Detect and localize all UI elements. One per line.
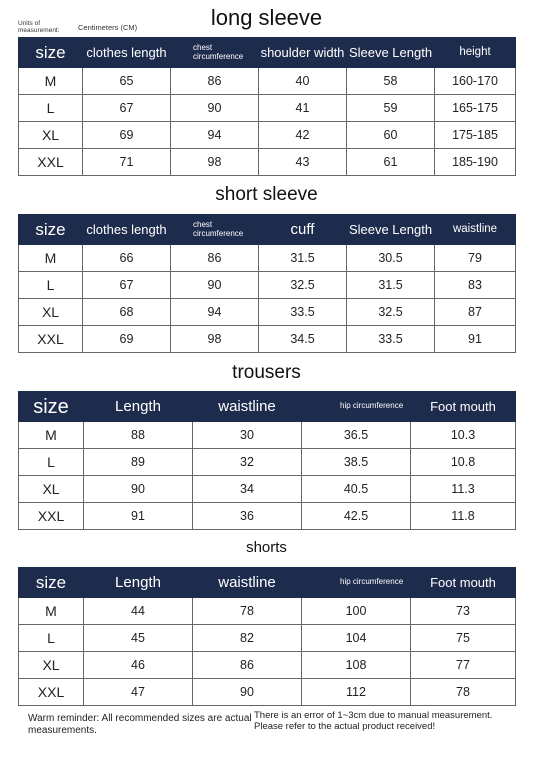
- table-cell: 108: [302, 652, 411, 679]
- table-row: [19, 299, 516, 326]
- header-cell: size: [19, 568, 84, 598]
- table-cell: 112: [302, 679, 411, 706]
- header-cell: waistline: [193, 392, 302, 422]
- header-cell: shoulder width: [259, 38, 347, 68]
- table-cell: 86: [171, 68, 259, 95]
- table-cell: 79: [435, 245, 516, 272]
- header-cell: Sleeve Length: [347, 38, 435, 68]
- table-cell: 10.3: [411, 422, 516, 449]
- table-cell: 73: [411, 598, 516, 625]
- table-cell: 175-185: [435, 122, 516, 149]
- table-row: [19, 272, 516, 299]
- header-cell: size: [19, 38, 83, 68]
- table-cell: 47: [84, 679, 193, 706]
- table-row: [19, 68, 516, 95]
- table-cell: 58: [347, 68, 435, 95]
- header-cell: size: [19, 392, 84, 422]
- table-cell: 61: [347, 149, 435, 176]
- header-cell: waistline: [435, 215, 516, 245]
- table-row: [19, 422, 516, 449]
- table-cell: 78: [411, 679, 516, 706]
- header-cell: Sleeve Length: [347, 215, 435, 245]
- trousers-table: [18, 391, 516, 530]
- table-cell: 11.8: [411, 503, 516, 530]
- table-cell: M: [19, 68, 83, 95]
- table-cell: 34.5: [259, 326, 347, 353]
- table-cell: L: [19, 625, 84, 652]
- table-cell: 71: [83, 149, 171, 176]
- table-cell: 69: [83, 326, 171, 353]
- table-cell: XL: [19, 122, 83, 149]
- table-row: [19, 245, 516, 272]
- table-header-row: [19, 215, 516, 245]
- units-value: Centimeters (CM): [78, 23, 138, 32]
- table-cell: 88: [84, 422, 193, 449]
- table-cell: 33.5: [259, 299, 347, 326]
- table-cell: 44: [84, 598, 193, 625]
- trousers-title: trousers: [232, 362, 301, 383]
- table-cell: XXL: [19, 326, 83, 353]
- table-cell: 41: [259, 95, 347, 122]
- table-cell: 91: [84, 503, 193, 530]
- table-cell: M: [19, 245, 83, 272]
- table-header-row: [19, 38, 516, 68]
- table-cell: XL: [19, 476, 84, 503]
- table-cell: 34: [193, 476, 302, 503]
- table-row: [19, 326, 516, 353]
- header-cell: Length: [84, 392, 193, 422]
- table-cell: 45: [84, 625, 193, 652]
- table-cell: 94: [171, 299, 259, 326]
- units-label: Units of measurement:: [18, 20, 60, 34]
- table-cell: 38.5: [302, 449, 411, 476]
- table-row: [19, 598, 516, 625]
- table-cell: 36.5: [302, 422, 411, 449]
- header-cell: height: [435, 38, 516, 68]
- table-row: [19, 503, 516, 530]
- long-sleeve-table: [18, 37, 516, 176]
- table-cell: 30.5: [347, 245, 435, 272]
- table-cell: 90: [171, 272, 259, 299]
- header-cell: clothes length: [83, 215, 171, 245]
- table-cell: 90: [84, 476, 193, 503]
- table-cell: 30: [193, 422, 302, 449]
- header-cell: cuff: [259, 215, 347, 245]
- table-cell: XXL: [19, 503, 84, 530]
- table-cell: 32: [193, 449, 302, 476]
- header-cell: waistline: [193, 568, 302, 598]
- table-row: [19, 476, 516, 503]
- table-cell: 32.5: [259, 272, 347, 299]
- table-header-row: [19, 392, 516, 422]
- table-cell: 31.5: [347, 272, 435, 299]
- short-sleeve-table: [18, 214, 516, 353]
- table-cell: 185-190: [435, 149, 516, 176]
- table-cell: 100: [302, 598, 411, 625]
- table-cell: 78: [193, 598, 302, 625]
- shorts-table: [18, 567, 516, 706]
- table-cell: 69: [83, 122, 171, 149]
- table-cell: 75: [411, 625, 516, 652]
- table-cell: 82: [193, 625, 302, 652]
- table-cell: XL: [19, 652, 84, 679]
- table-cell: L: [19, 272, 83, 299]
- table-row: [19, 122, 516, 149]
- header-cell: Foot mouth: [411, 568, 516, 598]
- table-row: [19, 149, 516, 176]
- header-cell: hip circumference: [302, 392, 411, 422]
- table-row: [19, 679, 516, 706]
- table-cell: 90: [171, 95, 259, 122]
- table-cell: 60: [347, 122, 435, 149]
- table-cell: 90: [193, 679, 302, 706]
- table-row: [19, 652, 516, 679]
- table-cell: 31.5: [259, 245, 347, 272]
- shorts-title: shorts: [246, 539, 287, 556]
- table-cell: 36: [193, 503, 302, 530]
- table-cell: 42.5: [302, 503, 411, 530]
- table-cell: 43: [259, 149, 347, 176]
- table-row: [19, 95, 516, 122]
- table-cell: 104: [302, 625, 411, 652]
- table-cell: 40: [259, 68, 347, 95]
- table-cell: 40.5: [302, 476, 411, 503]
- table-cell: 77: [411, 652, 516, 679]
- table-cell: M: [19, 422, 84, 449]
- long-sleeve-title: long sleeve: [210, 5, 323, 30]
- table-cell: 46: [84, 652, 193, 679]
- table-cell: 68: [83, 299, 171, 326]
- header-cell: clothes length: [83, 38, 171, 68]
- table-cell: 59: [347, 95, 435, 122]
- table-row: [19, 449, 516, 476]
- table-cell: XXL: [19, 149, 83, 176]
- table-header-row: [19, 568, 516, 598]
- table-cell: 67: [83, 272, 171, 299]
- short-sleeve-title: short sleeve: [215, 184, 318, 205]
- header-cell: chest circumference: [171, 38, 259, 68]
- warm-reminder-note: Warm reminder: All recommended sizes are actual measurements.: [28, 713, 252, 736]
- table-cell: 32.5: [347, 299, 435, 326]
- table-cell: 67: [83, 95, 171, 122]
- header-cell: chest circumference: [171, 215, 259, 245]
- table-cell: XXL: [19, 679, 84, 706]
- header-cell: hip circumference: [302, 568, 411, 598]
- header-cell: Foot mouth: [411, 392, 516, 422]
- error-note: There is an error of 1~3cm due to manual measurement. Please refer to the actual product received!: [254, 710, 493, 732]
- table-cell: 89: [84, 449, 193, 476]
- table-cell: 160-170: [435, 68, 516, 95]
- table-cell: 83: [435, 272, 516, 299]
- table-cell: L: [19, 95, 83, 122]
- table-cell: 98: [171, 326, 259, 353]
- table-cell: 11.3: [411, 476, 516, 503]
- table-cell: 10.8: [411, 449, 516, 476]
- table-cell: 94: [171, 122, 259, 149]
- table-cell: 98: [171, 149, 259, 176]
- table-cell: 66: [83, 245, 171, 272]
- table-cell: M: [19, 598, 84, 625]
- table-cell: L: [19, 449, 84, 476]
- table-cell: 87: [435, 299, 516, 326]
- table-cell: XL: [19, 299, 83, 326]
- header-cell: Length: [84, 568, 193, 598]
- table-cell: 42: [259, 122, 347, 149]
- header-cell: size: [19, 215, 83, 245]
- table-cell: 33.5: [347, 326, 435, 353]
- table-cell: 86: [193, 652, 302, 679]
- table-cell: 165-175: [435, 95, 516, 122]
- table-cell: 91: [435, 326, 516, 353]
- table-cell: 65: [83, 68, 171, 95]
- table-row: [19, 625, 516, 652]
- table-cell: 86: [171, 245, 259, 272]
